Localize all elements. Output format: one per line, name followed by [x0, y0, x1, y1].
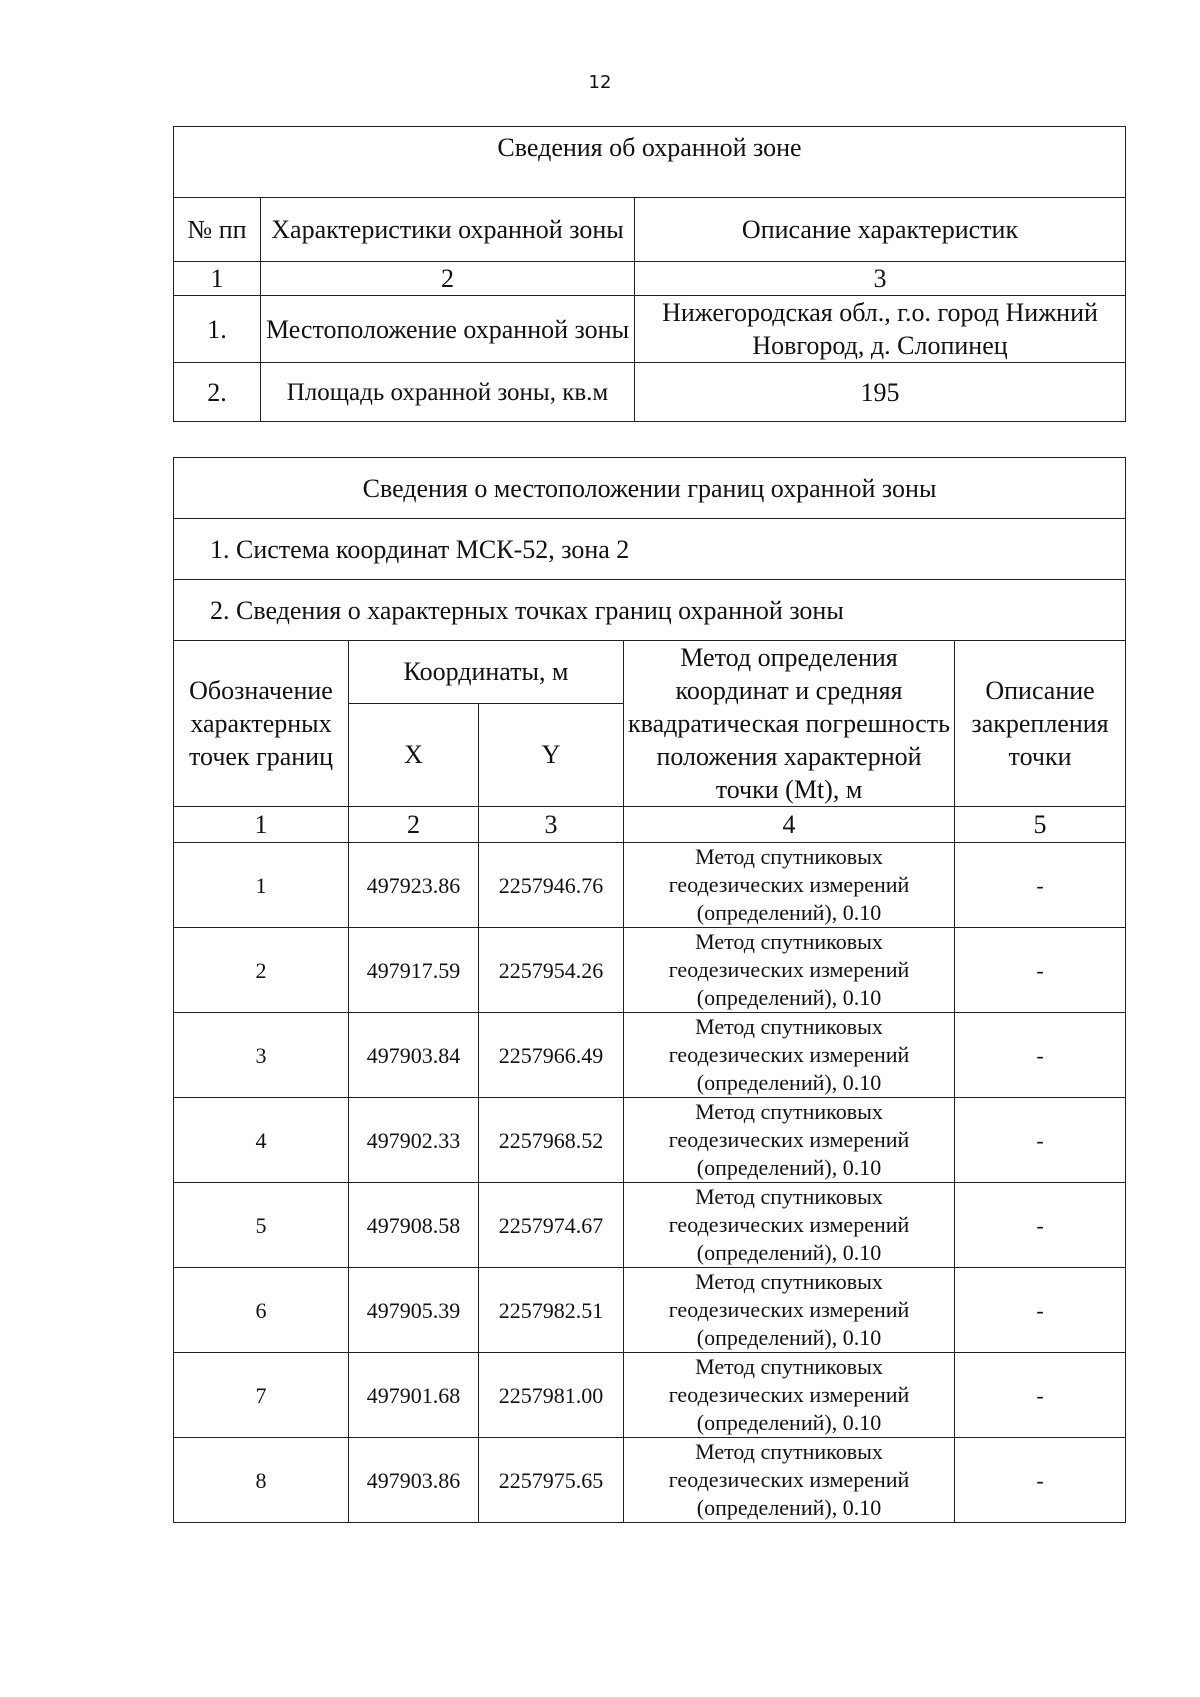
header-designation: Обозначение характерных точек границ — [174, 641, 349, 807]
point-id: 6 — [174, 1268, 349, 1353]
row-description: Нижегородская обл., г.о. город Нижний Новгород, д. Слопинец — [635, 296, 1126, 363]
header-y: Y — [479, 703, 624, 807]
zone-info-title: Сведения об охранной зоне — [174, 127, 1126, 198]
zone-info-table — [173, 126, 1126, 422]
header-method: Метод определения координат и средняя квадратическая погрешность положения характерной точки (Mt), м — [624, 641, 955, 807]
point-fixing: - — [955, 1268, 1126, 1353]
point-id: 3 — [174, 1013, 349, 1098]
point-x: 497917.59 — [349, 928, 479, 1013]
row-characteristic: Площадь охранной зоны, кв.м — [261, 363, 635, 422]
row-number: 2. — [174, 363, 261, 422]
point-y: 2257968.52 — [479, 1098, 624, 1183]
table-row — [174, 1353, 1126, 1438]
point-y: 2257954.26 — [479, 928, 624, 1013]
point-fixing: - — [955, 1183, 1126, 1268]
point-id: 2 — [174, 928, 349, 1013]
column-number: 1 — [174, 262, 261, 296]
point-x: 497923.86 — [349, 843, 479, 928]
point-id: 1 — [174, 843, 349, 928]
boundaries-title: Сведения о местоположении границ охранной зоны — [174, 458, 1126, 519]
column-number: 3 — [479, 807, 624, 843]
header-fixing: Описание закрепления точки — [955, 641, 1126, 807]
point-y: 2257975.65 — [479, 1438, 624, 1523]
page-number: 12 — [588, 72, 612, 93]
column-number: 4 — [624, 807, 955, 843]
header-num: № пп — [174, 198, 261, 262]
point-id: 5 — [174, 1183, 349, 1268]
table-row — [174, 363, 1126, 422]
column-number: 2 — [261, 262, 635, 296]
point-method: Метод спутниковых геодезических измерений (определений), 0.10 — [624, 1353, 955, 1438]
point-method: Метод спутниковых геодезических измерений (определений), 0.10 — [624, 843, 955, 928]
point-fixing: - — [955, 1438, 1126, 1523]
table-row — [174, 296, 1126, 363]
point-x: 497901.68 — [349, 1353, 479, 1438]
point-method: Метод спутниковых геодезических измерений (определений), 0.10 — [624, 1438, 955, 1523]
table-row — [174, 1013, 1126, 1098]
point-fixing: - — [955, 1353, 1126, 1438]
point-fixing: - — [955, 1013, 1126, 1098]
point-x: 497903.84 — [349, 1013, 479, 1098]
point-x: 497903.86 — [349, 1438, 479, 1523]
row-description: 195 — [635, 363, 1126, 422]
column-number: 3 — [635, 262, 1126, 296]
point-x: 497905.39 — [349, 1268, 479, 1353]
point-x: 497902.33 — [349, 1098, 479, 1183]
point-fixing: - — [955, 928, 1126, 1013]
row-characteristic: Местоположение охранной зоны — [261, 296, 635, 363]
points-caption: 2. Сведения о характерных точках границ охранной зоны — [174, 580, 1126, 641]
point-fixing: - — [955, 843, 1126, 928]
point-method: Метод спутниковых геодезических измерений (определений), 0.10 — [624, 1183, 955, 1268]
point-id: 7 — [174, 1353, 349, 1438]
table-row — [174, 843, 1126, 928]
point-method: Метод спутниковых геодезических измерений (определений), 0.10 — [624, 1268, 955, 1353]
header-description: Описание характеристик — [635, 198, 1126, 262]
point-y: 2257966.49 — [479, 1013, 624, 1098]
point-y: 2257982.51 — [479, 1268, 624, 1353]
point-method: Метод спутниковых геодезических измерений (определений), 0.10 — [624, 1013, 955, 1098]
point-method: Метод спутниковых геодезических измерений (определений), 0.10 — [624, 928, 955, 1013]
table-row — [174, 1183, 1126, 1268]
table-row — [174, 1438, 1126, 1523]
header-characteristic: Характеристики охранной зоны — [261, 198, 635, 262]
boundaries-table — [173, 457, 1126, 1523]
point-id: 4 — [174, 1098, 349, 1183]
table-row — [174, 1098, 1126, 1183]
header-x: X — [349, 703, 479, 807]
table-row — [174, 1268, 1126, 1353]
header-coordinates: Координаты, м — [349, 641, 624, 704]
point-y: 2257946.76 — [479, 843, 624, 928]
point-method: Метод спутниковых геодезических измерений (определений), 0.10 — [624, 1098, 955, 1183]
column-number: 2 — [349, 807, 479, 843]
point-fixing: - — [955, 1098, 1126, 1183]
table-row — [174, 928, 1126, 1013]
coordinate-system: 1. Система координат МСК-52, зона 2 — [174, 519, 1126, 580]
point-y: 2257974.67 — [479, 1183, 624, 1268]
point-x: 497908.58 — [349, 1183, 479, 1268]
column-number: 1 — [174, 807, 349, 843]
column-number: 5 — [955, 807, 1126, 843]
point-y: 2257981.00 — [479, 1353, 624, 1438]
point-id: 8 — [174, 1438, 349, 1523]
row-number: 1. — [174, 296, 261, 363]
